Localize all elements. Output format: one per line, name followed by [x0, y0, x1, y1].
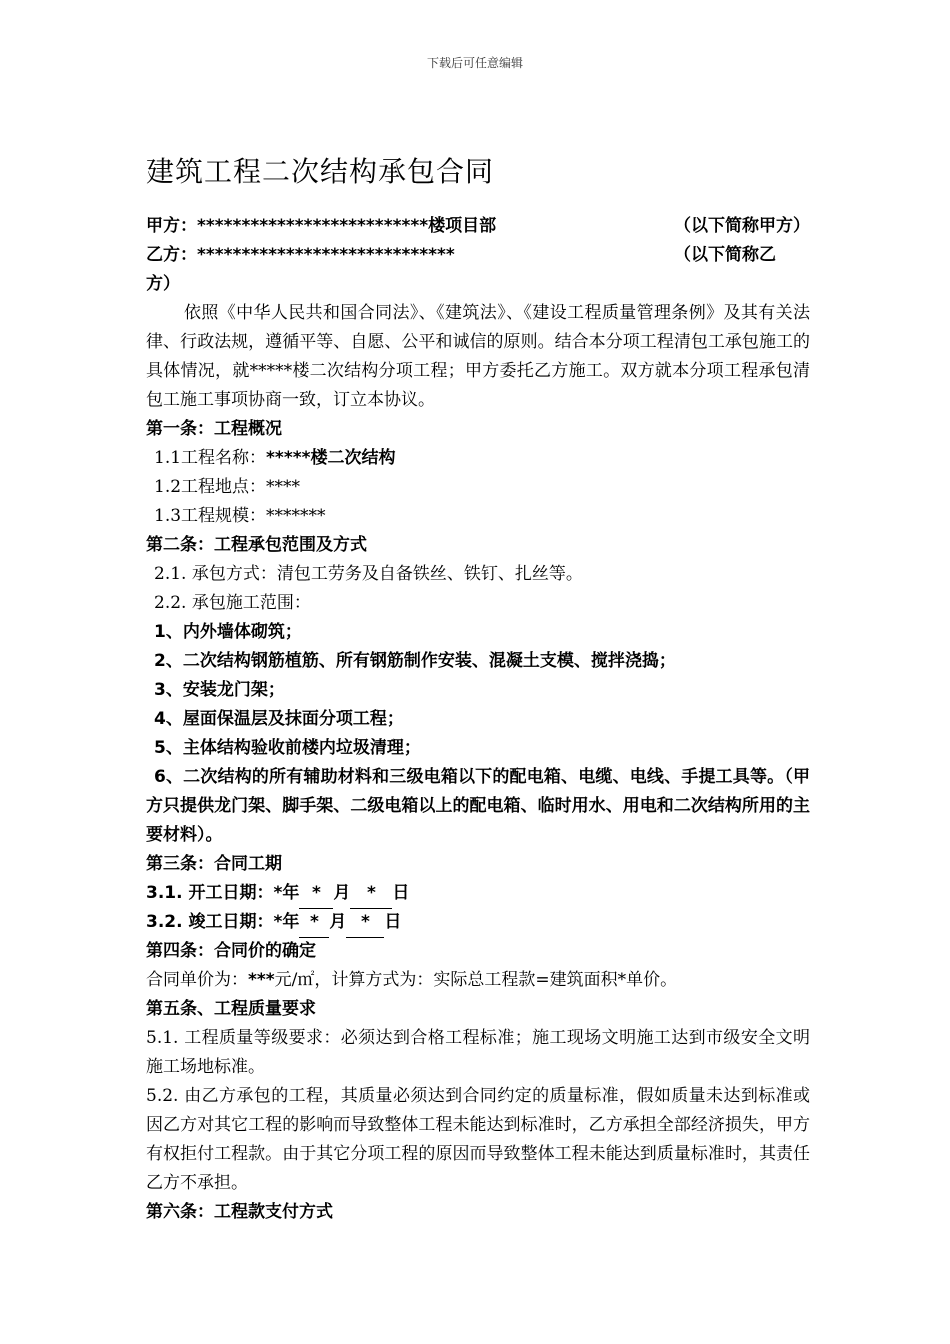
project-name-value: *****楼二次结构 [266, 448, 396, 468]
start-day: * [350, 879, 392, 909]
party-a-line [146, 212, 810, 241]
start-month-unit: 月 [333, 883, 351, 903]
scope-item: 5、主体结构验收前楼内垃圾清理； [154, 738, 421, 758]
start-month: * [299, 879, 333, 909]
party-b-line [146, 241, 810, 270]
scope-item: 2、二次结构钢筋植筋、所有钢筋制作安装、混凝土支模、搅拌浇捣； [154, 651, 676, 671]
quality-requirement-1: 5.1. 工程质量等级要求：必须达到合格工程标准；施工现场文明施工达到市级安全文明施工场地标准。 [146, 1028, 810, 1077]
end-day: * [346, 908, 384, 938]
article-2-heading: 第二条：工程承包范围及方式 [146, 535, 367, 555]
party-b-note-cont: 方） [146, 274, 180, 294]
preamble: 依照《中华人民共和国合同法》、《建筑法》、《建设工程质量管理条例》及其有关法律、行政法规，遵循平等、自愿、公平和诚信的原则。结合本分项工程清包工承包施工的具体情况，就*****楼二次结构分项工程；甲方委托乙方施工。双方就本分项工程承包清包工施工事项协商一致，订立本协议。 [146, 303, 810, 410]
contract-price [146, 966, 810, 995]
article-1-heading: 第一条：工程概况 [146, 419, 282, 439]
scope-item: 3、安装龙门架； [154, 680, 285, 700]
end-month-unit: 月 [329, 912, 347, 932]
price-label: 合同单价为： [146, 970, 248, 990]
article-6-heading: 第六条：工程款支付方式 [146, 1202, 333, 1222]
party-b-note: （以下简称乙 [674, 245, 776, 265]
project-name-label: 1.1工程名称： [154, 448, 267, 468]
end-date-prefix: 3.2. 竣工日期：*年 [146, 912, 300, 932]
party-a-label: 甲方：**************************楼项目部 [146, 216, 497, 236]
start-date-prefix: 3.1. 开工日期：*年 [146, 883, 300, 903]
end-date [146, 908, 810, 937]
contract-scope: 2.2. 承包施工范围： [154, 593, 311, 613]
article-3-heading: 第三条：合同工期 [146, 854, 282, 874]
scope-item: 4、屋面保温层及抹面分项工程； [154, 709, 404, 729]
price-value: *** [248, 970, 275, 990]
project-scale: 1.3工程规模：******* [154, 506, 326, 526]
end-day-unit: 日 [384, 912, 402, 932]
document-title: 建筑工程二次结构承包合同 [146, 155, 495, 188]
scope-item: 1、内外墙体砌筑； [154, 622, 302, 642]
header-note: 下载后可任意编辑 [426, 56, 523, 70]
article-4-heading: 第四条：合同价的确定 [146, 941, 316, 961]
project-site: 1.2工程地点：**** [154, 477, 301, 497]
start-day-unit: 日 [392, 883, 410, 903]
contract-mode: 2.1. 承包方式：清包工劳务及自备铁丝、铁钉、扎丝等。 [154, 564, 583, 584]
price-rest: 元/㎡，计算方式为：实际总工程款=建筑面积*单价。 [274, 970, 678, 990]
article-5-heading: 第五条、工程质量要求 [146, 999, 316, 1019]
quality-requirement-2: 5.2. 由乙方承包的工程，其质量必须达到合同约定的质量标准，假如质量未达到标准或因乙方对其它工程的影响而导致整体工程未能达到标准时，乙方承担全部经济损失，甲方有权拒付工程款。由于其它分项工程的原因而导致整体工程未能达到质量标准时，其责任乙方不承担。 [146, 1086, 810, 1193]
project-name [146, 444, 810, 473]
start-date [146, 879, 810, 908]
scope-item: 6、二次结构的所有辅助材料和三级电箱以下的配电箱、电缆、电线、手提工具等。（甲方只提供龙门架、脚手架、二级电箱以上的配电箱、临时用水、用电和二次结构所用的主要材料）。 [146, 767, 810, 845]
party-a-note: （以下简称甲方） [674, 216, 810, 236]
end-month: * [299, 908, 329, 938]
party-b-label: 乙方：***************************** [146, 245, 455, 265]
contract-body [146, 212, 810, 1227]
